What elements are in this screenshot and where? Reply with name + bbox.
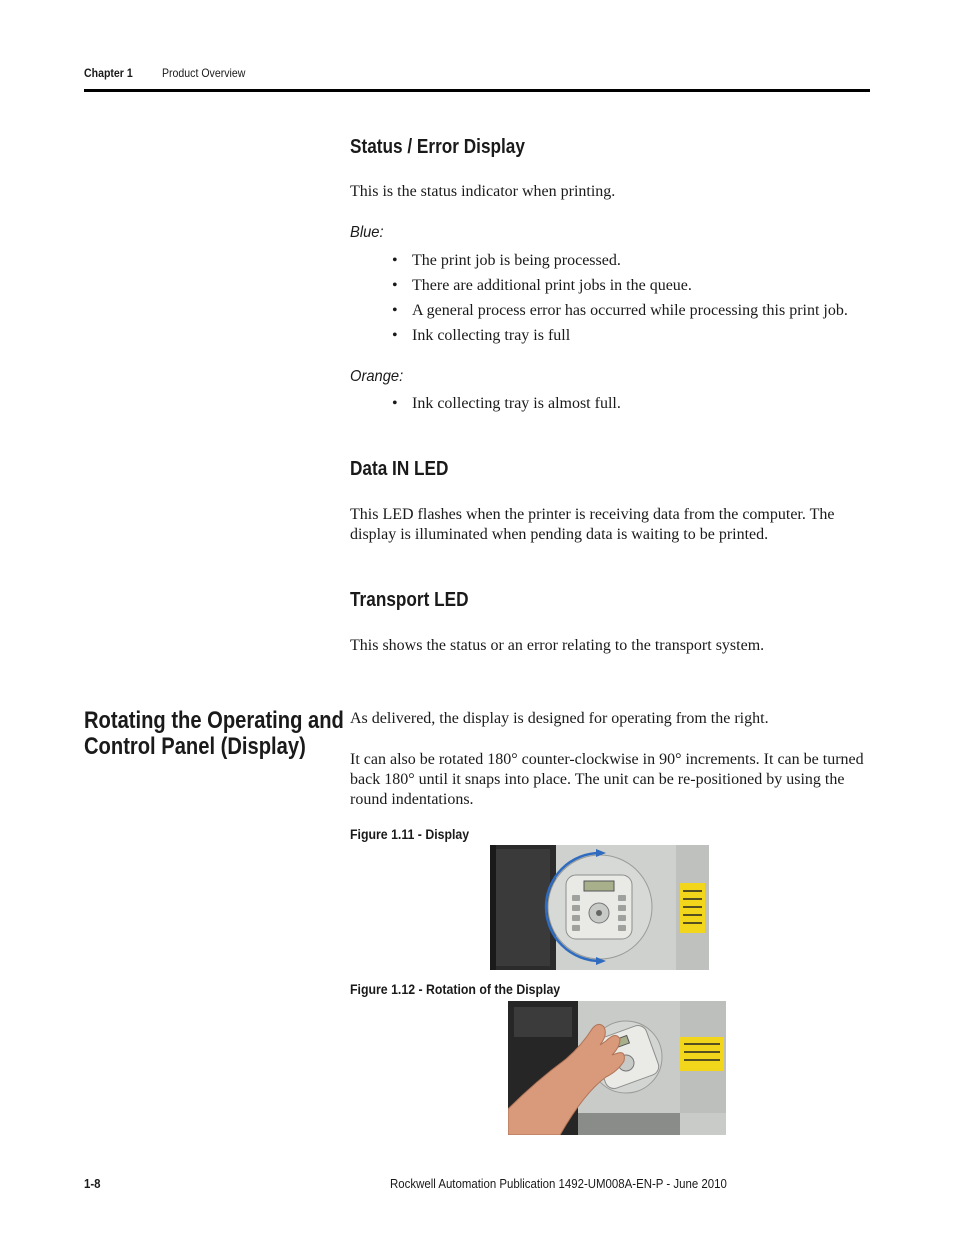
figure-1-11-caption: Figure 1.11 - Display xyxy=(350,826,470,842)
transport-text: This shows the status or an error relating to the transport system. xyxy=(350,637,765,654)
rotating-para2: It can also be rotated 180° counter-clockwise in 90° increments. It can be turned back 180° until it snaps into place. The unit can be re-positioned by using the round indentations. xyxy=(350,751,864,808)
rotation-figure-image xyxy=(508,1001,726,1135)
rotating-para1: As delivered, the display is designed for operating from the right. xyxy=(350,710,769,727)
orange-label: Orange: xyxy=(350,368,404,385)
blue-list xyxy=(390,251,848,351)
figure-1-12-caption: Figure 1.12 - Rotation of the Display xyxy=(350,981,561,997)
header-title: Product Overview xyxy=(162,66,246,80)
list-item: • A general process error has occurred while processing this print job. xyxy=(392,302,848,319)
data-in-text: This LED flashes when the printer is receiving data from the computer. The display is illuminated when pending data is waiting to be printed. xyxy=(350,506,835,543)
rotating-heading-line1: Rotating the Operating and xyxy=(84,707,344,734)
status-intro: This is the status indicator when printing. xyxy=(350,183,616,200)
orange-list xyxy=(390,394,621,419)
footer-page-number: 1-8 xyxy=(84,1176,101,1191)
display-figure-image xyxy=(490,845,709,970)
header-chapter: Chapter 1 xyxy=(84,66,133,80)
footer-publication: Rockwell Automation Publication 1492-UM008A-EN-P - June 2010 xyxy=(390,1176,727,1191)
list-item: • There are additional print jobs in the queue. xyxy=(392,277,692,294)
status-heading: Status / Error Display xyxy=(350,136,525,158)
list-item: • The print job is being processed. xyxy=(392,252,621,269)
blue-label: Blue: xyxy=(350,224,384,241)
header-rule xyxy=(84,89,870,92)
rotating-heading-line2: Control Panel (Display) xyxy=(84,733,306,760)
data-in-heading: Data IN LED xyxy=(350,458,449,480)
list-item: • Ink collecting tray is almost full. xyxy=(392,395,621,412)
transport-heading: Transport LED xyxy=(350,589,469,611)
list-item: • Ink collecting tray is full xyxy=(392,327,571,344)
